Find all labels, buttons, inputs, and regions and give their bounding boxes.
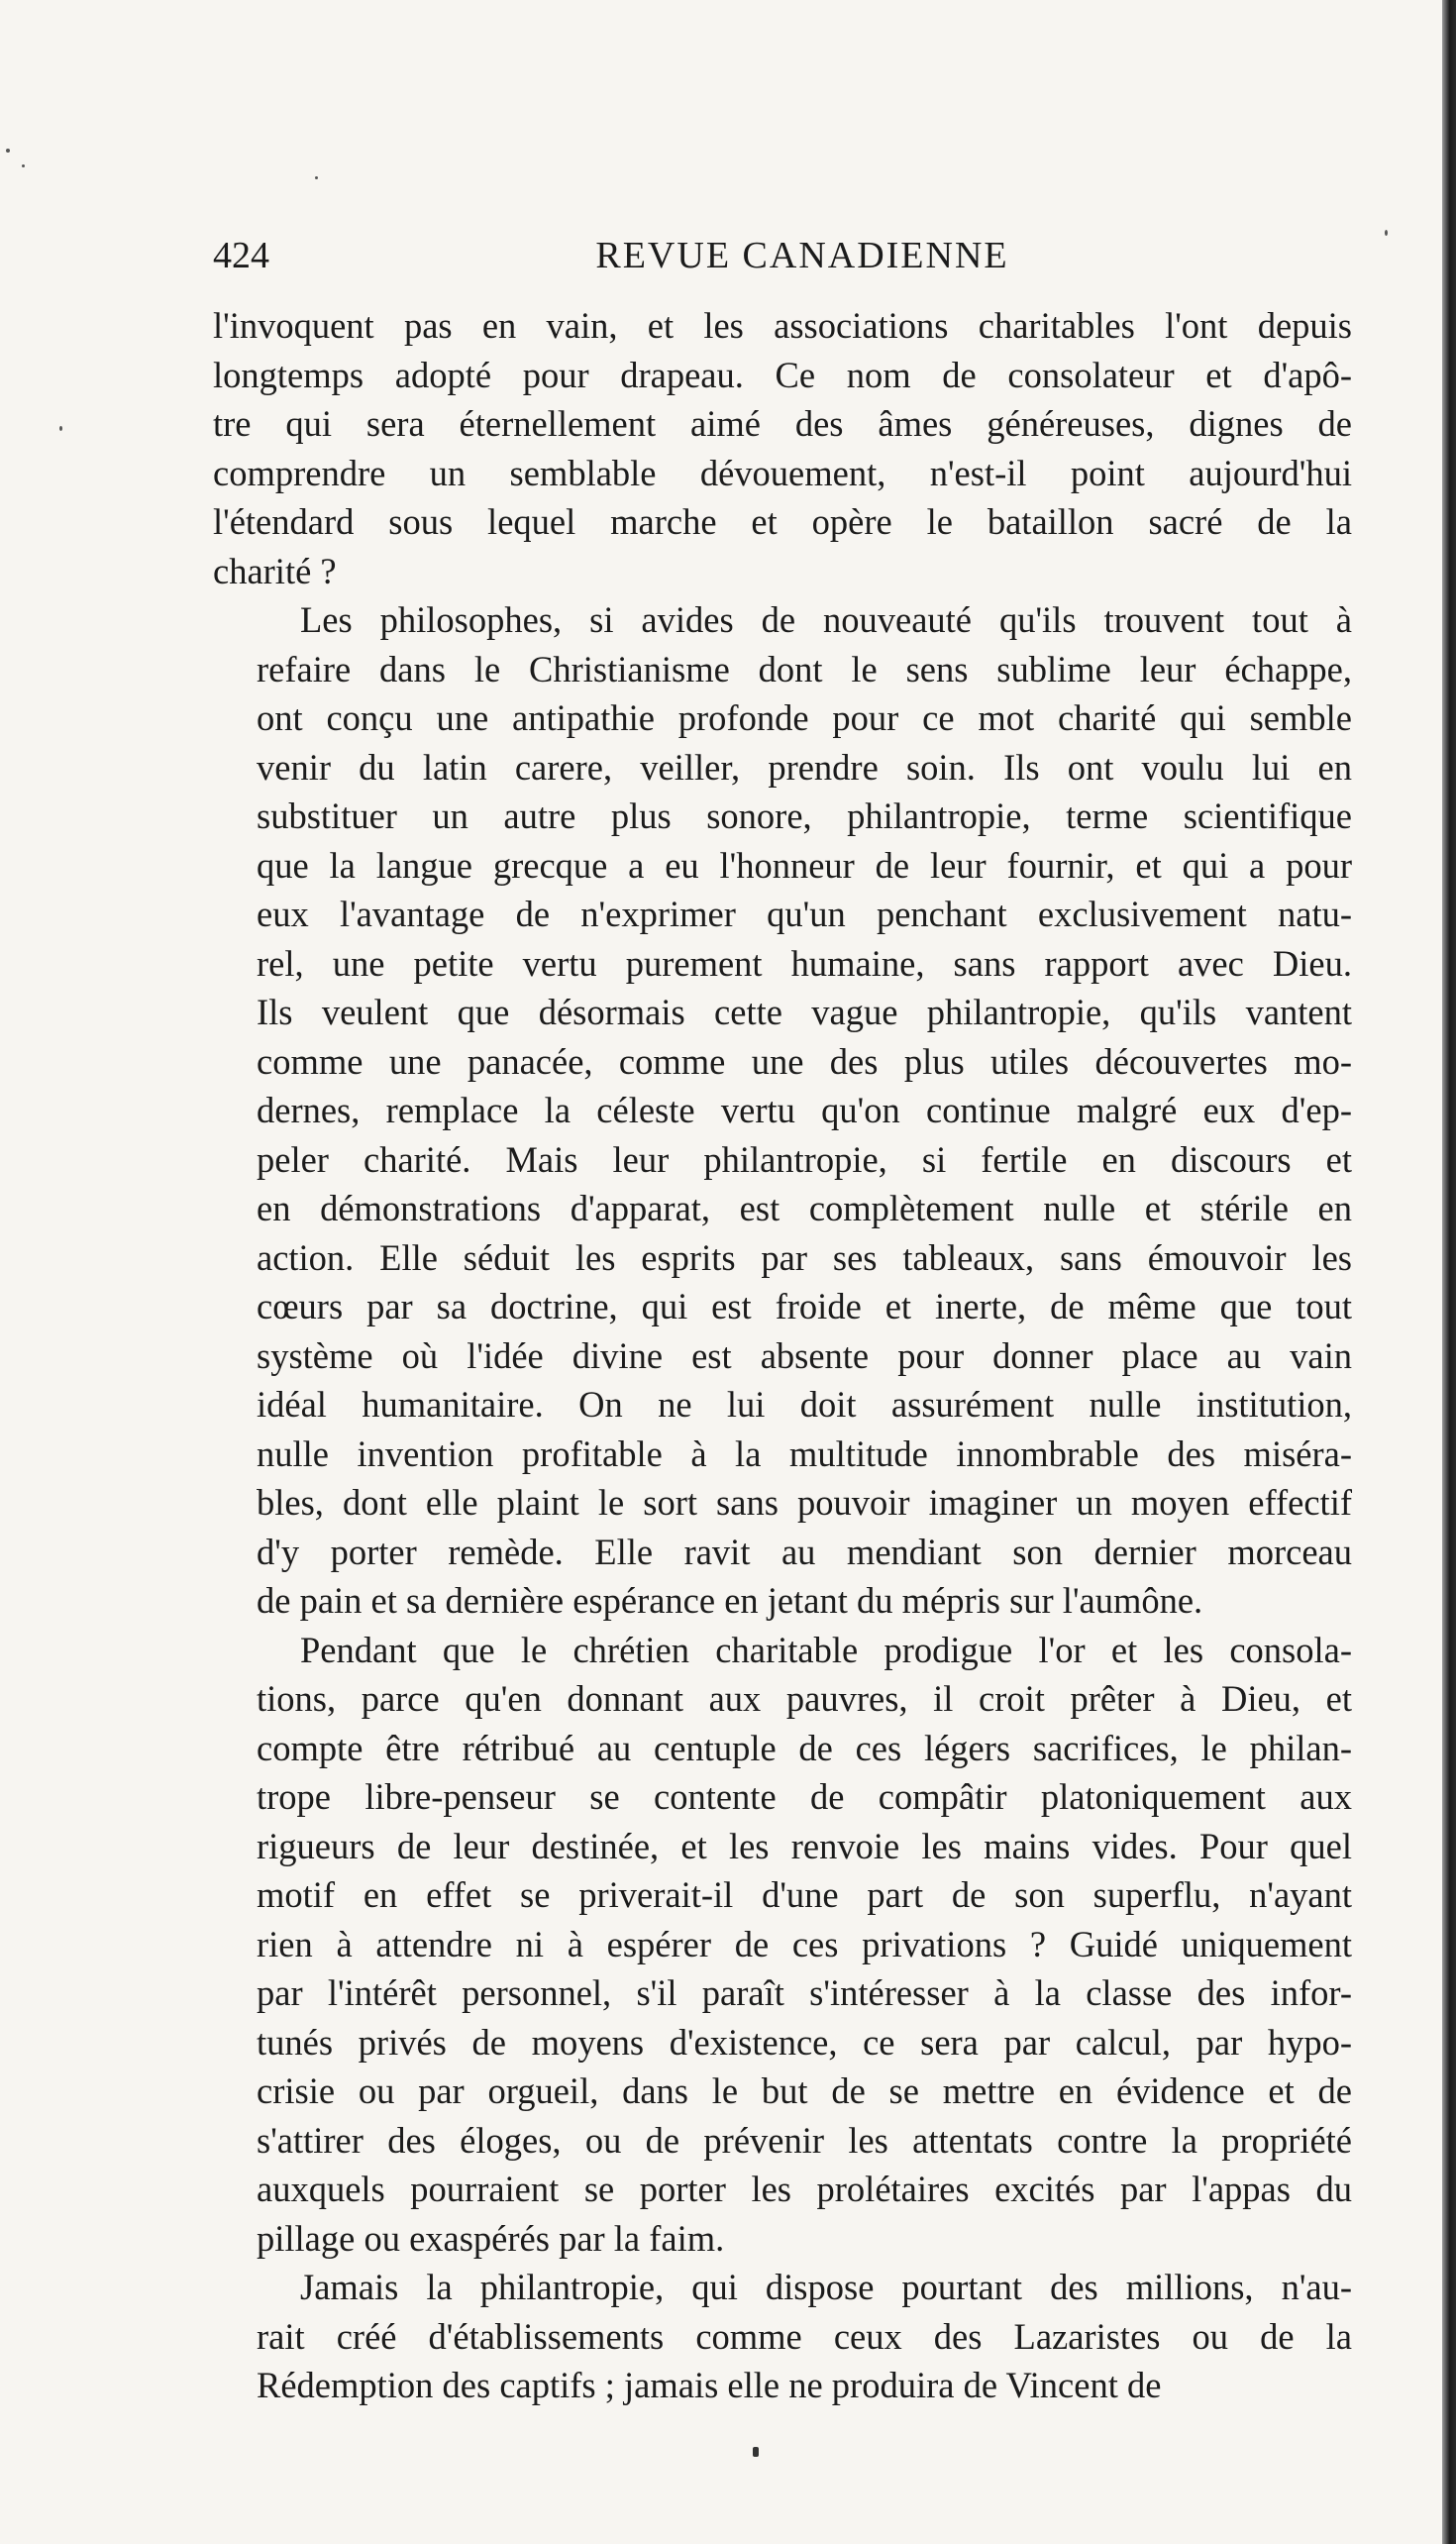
body-text [213,301,1352,2410]
text-line: compte être rétribué au centuple de ces légers sacrifices, le philan- [257,1727,1352,1768]
text-line: Jamais la philantropie, qui dispose pourtant des millions, n'au- [300,2267,1352,2307]
text-line: trope libre-penseur se contente de compâtir platoniquement aux [257,1776,1352,1817]
paragraph [213,1626,1352,2264]
text-line: crisie ou par orgueil, dans le but de se mettre en évidence et de [257,2070,1352,2111]
text-line: tunés privés de moyens d'existence, ce sera par calcul, par hypo- [257,2021,1352,2063]
text-line: tre qui sera éternellement aimé des âmes généreuses, dignes de [213,403,1352,444]
text-line: idéal humanitaire. On ne lui doit assurément nulle institution, [257,1384,1352,1425]
text-line: comprendre un semblable dévouement, n'est-il point aujourd'hui [213,452,1352,493]
text-line: charité ? [213,550,337,591]
text-line: rel, une petite vertu purement humaine, sans rapport avec Dieu. [257,942,1352,984]
text-line: bles, dont elle plaint le sort sans pouvoir imaginer un moyen effectif [257,1482,1352,1523]
text-line: cœurs par sa doctrine, qui est froide et inerte, de même que tout [257,1286,1352,1326]
text-line: d'y porter remède. Elle ravit au mendiant son dernier morceau [257,1531,1352,1572]
text-line: pillage ou exaspérés par la faim. [257,2217,725,2259]
text-line: peler charité. Mais leur philantropie, si fertile en discours et [257,1138,1352,1180]
text-line: Les philosophes, si avides de nouveauté qu'ils trouvent tout à [300,599,1352,640]
text-line: rait créé d'établissements comme ceux des Lazaristes ou de la [257,2315,1352,2357]
paper-speck [59,426,62,431]
text-line: l'étendard sous lequel marche et opère le bataillon sacré de la [213,501,1352,542]
text-line: Rédemption des captifs ; jamais elle ne produira de Vincent de [257,2365,1162,2405]
text-line: de pain et sa dernière espérance en jetant du mépris sur l'aumône. [257,1580,1203,1621]
text-line: que la langue grecque a eu l'honneur de leur fournir, et qui a pour [257,844,1352,886]
paper-speck [22,164,25,167]
text-line: système où l'idée divine est absente pour donner place au vain [257,1334,1352,1376]
paper-speck [6,149,10,153]
text-line: par l'intérêt personnel, s'il paraît s'intéresser à la classe des infor- [257,1972,1352,2013]
text-line: l'invoquent pas en vain, et les associations charitables l'ont depuis [213,305,1352,346]
text-line: tions, parce qu'en donnant aux pauvres, il croit prêter à Dieu, et [257,1678,1352,1719]
text-line: rigueurs de leur destinée, et les renvoie les mains vides. Pour quel [257,1825,1352,1866]
text-line: dernes, remplace la céleste vertu qu'on continue malgré eux d'ep- [257,1090,1352,1130]
paragraph [213,595,1352,1626]
text-line: action. Elle séduit les esprits par ses tableaux, sans émouvoir les [257,1236,1352,1278]
text-line: eux l'avantage de n'exprimer qu'un penchant exclusivement natu- [257,894,1352,934]
page-header [213,226,1352,285]
paper-speck [1385,230,1388,236]
text-line: Ils veulent que désormais cette vague philantropie, qu'ils vantent [257,992,1352,1032]
paragraph [213,301,1352,595]
page-number: 424 [213,235,269,276]
text-line: nulle invention profitable à la multitude innombrable des miséra- [257,1432,1352,1474]
text-line: refaire dans le Christianisme dont le sens sublime leur échappe, [257,648,1352,689]
text-line: Pendant que le chrétien charitable prodigue l'or et les consola- [300,1629,1352,1670]
text-line: longtemps adopté pour drapeau. Ce nom de consolateur et d'apô- [213,354,1352,395]
text-line: s'attirer des éloges, ou de prévenir les attentats contre la propriété [257,2119,1352,2161]
page-mark [753,2447,759,2457]
text-line: auxquels pourraient se porter les prolétaires excités par l'appas du [257,2169,1352,2209]
text-line: substituer un autre plus sonore, philantropie, terme scientifique [257,795,1352,836]
paper-speck [315,176,318,179]
text-line: en démonstrations d'apparat, est complètement nulle et stérile en [257,1188,1352,1228]
paragraph [213,2263,1352,2410]
running-title: REVUE CANADIENNE [595,235,1009,276]
text-line: motif en effet se priverait-il d'une part de son superflu, n'ayant [257,1874,1352,1915]
text-line: ont conçu une antipathie profonde pour ce mot charité qui semble [257,697,1352,738]
text-line: comme une panacée, comme une des plus utiles découvertes mo- [257,1040,1352,1082]
binding-edge [1442,0,1456,2544]
text-line: venir du latin carere, veiller, prendre soin. Ils ont voulu lui en [257,746,1352,788]
text-line: rien à attendre ni à espérer de ces privations ? Guidé uniquement [257,1923,1352,1964]
